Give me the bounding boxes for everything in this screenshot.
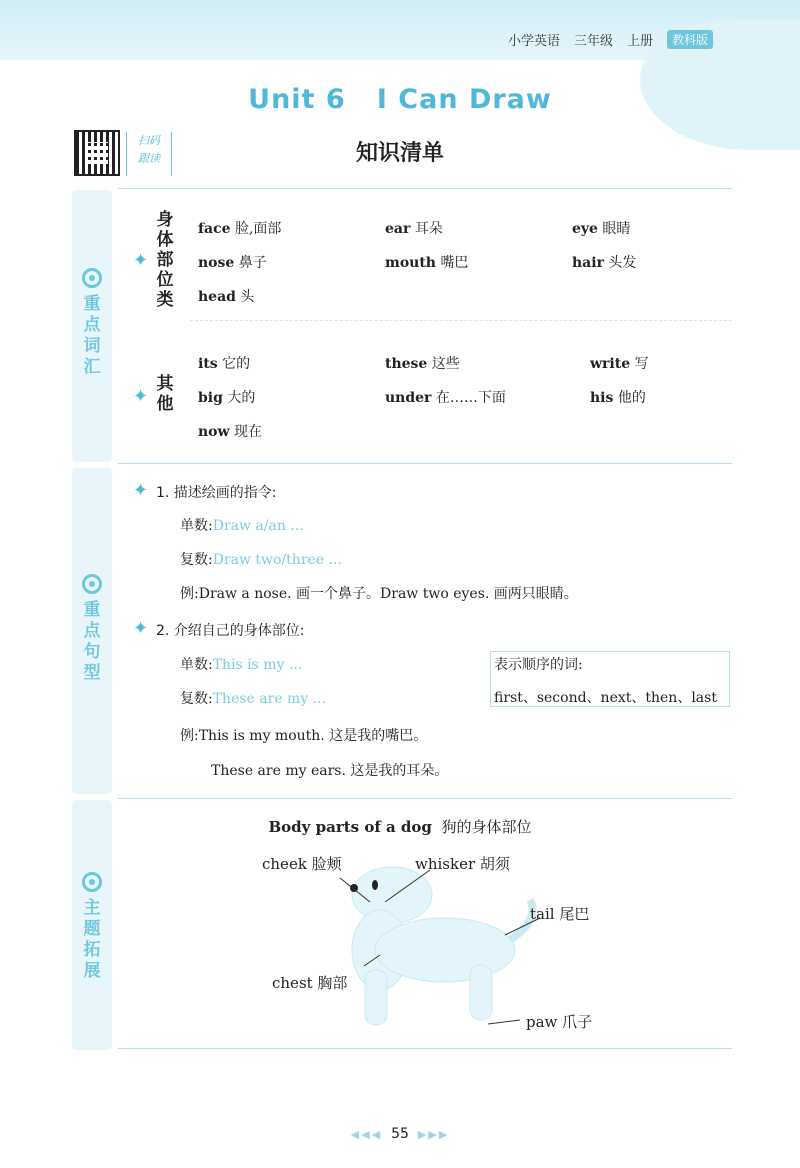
- dog-figure: [352, 867, 533, 1025]
- s1-singular-row: [180, 515, 304, 535]
- target-icon: [82, 574, 102, 594]
- s2-example-2: These are my ears. 这是我的耳朵。: [211, 763, 449, 779]
- singular-label: 单数:: [180, 518, 213, 534]
- star-bullet-icon: ✦: [133, 480, 149, 501]
- vocab-word: his 他的: [590, 390, 646, 406]
- sidebar-vocab-label: 重点词汇: [83, 294, 101, 377]
- dog-body: [375, 918, 515, 982]
- divider: [118, 188, 732, 189]
- dog-eye: [372, 880, 378, 890]
- vocab-word: under 在……下面: [385, 390, 506, 406]
- target-icon: [82, 268, 102, 288]
- label-tail: tail 尾巴: [530, 905, 590, 923]
- vocab-word: its 它的: [198, 356, 251, 372]
- vocab-word: mouth 嘴巴: [385, 255, 469, 271]
- header-grade: 三年级: [574, 34, 614, 49]
- star-bullet-icon: ✦: [133, 386, 149, 407]
- vocab-word: ear 耳朵: [385, 221, 443, 237]
- dog-front-leg: [365, 970, 387, 1025]
- page-number: [0, 1126, 800, 1142]
- label-whisker: whisker 胡须: [415, 855, 510, 873]
- next-arrows-icon: ▶▶▶: [417, 1128, 450, 1141]
- s2-plural-row: [180, 688, 326, 708]
- divider: [118, 1048, 732, 1049]
- s1-singular-pattern: Draw a/an ...: [212, 518, 304, 534]
- book-header: [508, 30, 713, 49]
- s1-plural-pattern: Draw two/three ...: [212, 552, 342, 568]
- sentence-group-1-title: 1. 描述绘画的指令:: [156, 485, 277, 501]
- vocab-word: face 脸,面部: [198, 221, 282, 237]
- order-words-title: 表示顺序的词:: [494, 657, 583, 673]
- category-body-parts: 身体部位类: [156, 210, 174, 310]
- header-term: 上册: [627, 34, 654, 49]
- vocab-word: hair 头发: [572, 255, 637, 271]
- vocab-word: write 写: [590, 356, 649, 372]
- star-bullet-icon: ✦: [133, 250, 149, 271]
- sidebar-theme: [72, 872, 112, 982]
- target-icon: [82, 872, 102, 892]
- scan-label-line2: 跟读: [138, 152, 160, 165]
- sidebar-vocab: [72, 268, 112, 378]
- dog-title-zh: 狗的身体部位: [441, 818, 532, 836]
- category-other: 其他: [156, 374, 174, 414]
- divider: [118, 798, 732, 799]
- s2-example-1: 例:This is my mouth. 这是我的嘴巴。: [180, 728, 428, 744]
- plural-label: 复数:: [180, 552, 213, 568]
- dashed-divider: [190, 320, 732, 321]
- edition-badge: 教科版: [667, 30, 713, 49]
- paw-leader-line: [488, 1020, 520, 1024]
- singular-label: 单数:: [180, 657, 213, 673]
- vocab-word: eye 眼睛: [572, 221, 631, 237]
- dog-diagram-title: [0, 816, 800, 837]
- vocab-word: big 大的: [198, 390, 256, 406]
- page-number-value: 55: [391, 1126, 409, 1142]
- star-bullet-icon: ✦: [133, 618, 149, 639]
- dog-back-leg: [470, 965, 492, 1020]
- header-subject: 小学英语: [508, 34, 561, 49]
- sentence-group-2-title: 2. 介绍自己的身体部位:: [156, 623, 305, 639]
- sidebar-theme-label: 主题拓展: [83, 898, 101, 981]
- plural-label: 复数:: [180, 691, 213, 707]
- order-words-list: first、second、next、then、last: [494, 690, 717, 706]
- scan-label-line1: 扫码: [138, 134, 160, 147]
- dog-title-en: Body parts of a dog: [268, 818, 432, 836]
- label-cheek: cheek 脸颊: [262, 855, 342, 873]
- vocab-word: these 这些: [385, 356, 460, 372]
- label-chest: chest 胸部: [272, 974, 348, 992]
- label-paw: paw 爪子: [526, 1013, 593, 1031]
- sidebar-sentences-label: 重点句型: [83, 600, 101, 683]
- s2-plural-pattern: These are my ...: [212, 691, 327, 707]
- s1-plural-row: [180, 549, 342, 569]
- vocab-word: now 现在: [198, 424, 263, 440]
- vocab-word: head 头: [198, 289, 255, 305]
- sidebar-sentences: [72, 574, 112, 684]
- divider: [118, 463, 732, 464]
- unit-title: Unit 6 I Can Draw: [248, 84, 552, 115]
- s1-example: 例:Draw a nose. 画一个鼻子。Draw two eyes. 画两只眼睛。: [180, 586, 578, 602]
- s2-singular-pattern: This is my ...: [212, 657, 303, 673]
- prev-arrows-icon: ◀◀◀: [350, 1128, 383, 1141]
- vocab-word: nose 鼻子: [198, 255, 267, 271]
- section-title: 知识清单: [355, 141, 444, 166]
- s2-singular-row: [180, 654, 302, 674]
